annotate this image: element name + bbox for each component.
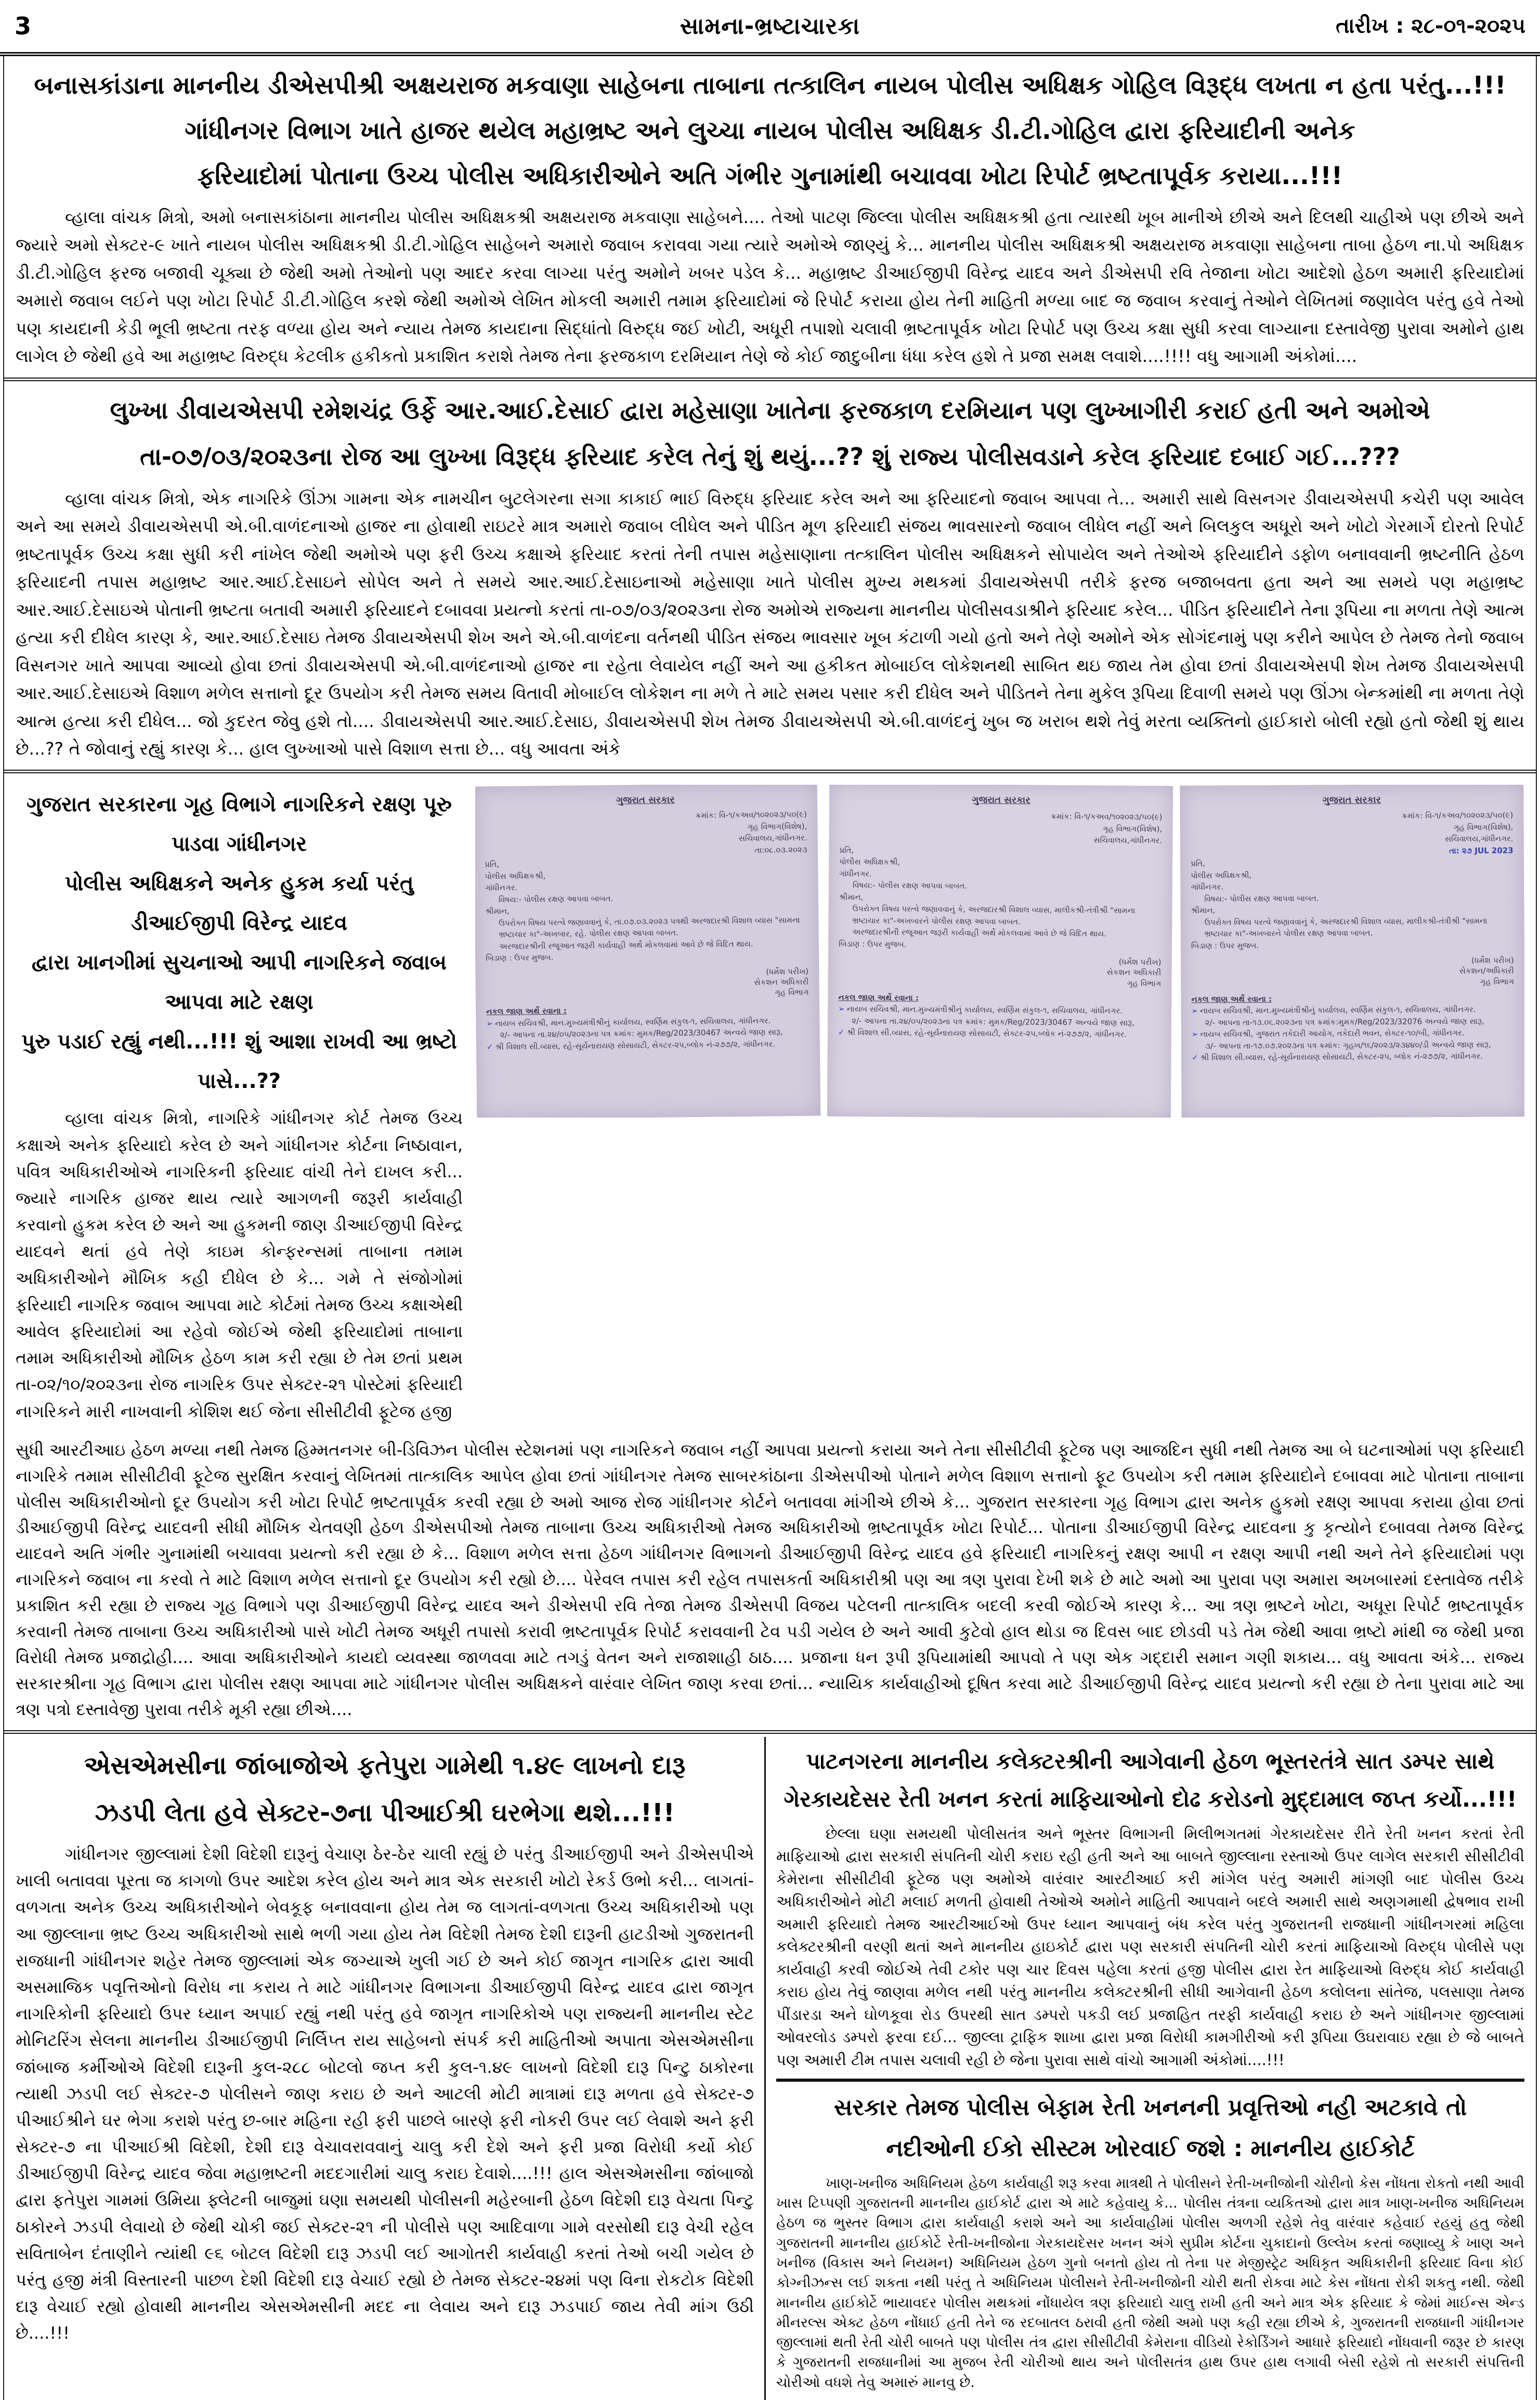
blue-check-icon: ➢ [1192, 1030, 1198, 1040]
letter-dept: ગૃહ વિભાગ(વિશેષ), [747, 821, 807, 832]
cc-item: ૩/- આપના તા-૧૭.૦૭.૨૦૨૩ના પત્ર ક્રમાંક: ગૃહખ/૧૬/૨૦૨૩/૨૩૪૪૦/ડી અન્વયે જાણ સારૂ, [1205, 1040, 1492, 1051]
signer-name: (ધર્મેશ પરીખ) [1118, 957, 1161, 967]
masthead-divider [0, 52, 1540, 56]
cc-item: ✓ શ્રી વિશાલ સી.વ્યાસ, રહે-સૂર્યનારાયણ સોસાયટી, સેક્ટર-૨૫,બ્લોક નં-૨૭૭/૨, ગાંધીનગર. [486, 1039, 776, 1052]
signer-role: સેકશન અધિકારી [1106, 968, 1161, 978]
letter-to: પોલીસ અધિક્ષકશ્રી, [1191, 870, 1252, 880]
headline-line: નદીઓની ઈકો સીસ્ટમ ખોરવાઈ જશે : માનનીય હાઈકોર્ટ [886, 2135, 1415, 2162]
article-dsp-gohil [16, 56, 1524, 370]
blue-check-icon: ✓ [838, 1028, 845, 1037]
letter-to: ગાંધીનગર. [485, 883, 518, 893]
cc-item: ➢ નાયબ સચિવશ્રી, માન.મુખ્યમંત્રીશ્રીનું કાર્યાલય, સ્વર્ણિમ સંકુલ-૧, સચિવાલય, ગાંધીનગર. [838, 1004, 1123, 1016]
headline-line: ફરિયાદોમાં પોતાના ઉચ્ચ પોલીસ અધિકારીઓને અતિ ગંભીર ગુનામાંથી બચાવવા ખોટા રિપોર્ટ ભ્રષ્ટતાપૂર્વક કરાયા...!!! [197, 161, 1343, 190]
letter-address: સચિવાલય,ગાંધીનગર. [1093, 835, 1162, 846]
letter-signature [1191, 955, 1514, 989]
left-column [16, 785, 463, 1432]
headline-line: ઝડપી લેતા હવે સેક્ટર-૭ના પીઆઈશ્રી ઘરભેગા થશે...!!! [95, 1798, 675, 1827]
letter-salutation: શ્રીમાન, [1191, 905, 1216, 916]
headline-line: બનાસકાંડાના માનનીય ડીએસપીશ્રી અક્ષયરાજ મકવાણા સાહેબના તાબાના તત્કાલિન નાયબ પોલીસ અધિક્ષક ગોહિલ વિરૂદ્ધ લખતા ન હતા પરંતુ...!!! [34, 71, 1506, 100]
right-bottom-column [766, 1737, 1524, 2400]
letter-number: ક્રમાંક: વિ-૧/કઅવ/૧૦૨૦૨૩/૫૦(૯) [695, 810, 807, 821]
article-collector-sand [776, 1742, 1524, 2072]
section-divider [4, 378, 1536, 381]
headline-line: ગેરકાયદેસર રેતી ખનન કરતાં માફિયાઓનો દોઢ કરોડનો મુદ્દામાલ જપ્ત કર્યો...!!! [784, 1786, 1517, 1812]
blue-check-icon: ➢ [838, 1004, 845, 1014]
article-body-full: સુધી આરટીઆઇ હેઠળ મળ્યા નથી તેમજ હિમ્મતનગર બી-ડિવિઝન પોલીસ સ્ટેશનમાં પણ નાગરિકને જવાબ નહીં આપવા પ્રયત્નો કરાયા અને તેના સીસીટીવી ફૂટેજ પણ આજદિન સુધી નથી તેમજ આ બે ઘટનાઓમાં પણ ફરિયાદી નાગરિકે તમામ સીસીટીવી ફૂટેજ સુરક્ષિત કરવાનું લેખિતમાં તાત્કાલિક આપેલ હોવા છતાં ગાંધીનગર તેમજ સાબરકાંઠાના ડીએસપીઓ પોતાને મળેલ વિશાળ સત્તાનો ફૂટ ઉપયોગ કરી તમામ ફરિયાદોને દબાવવા માટે પોતાના તાબાના પોલીસ અધિકારીઓનો દૂર ઉપયોગ કરી ખોટા રિપોર્ટ ભ્રષ્ટતાપૂર્વક કરવી રહ્યા છે અમો આજ રોજ ગાંધીનગર કોર્ટને બતાવવા માંગીએ છીએ કે... ગુજરાત સરકારના ગૃહ વિભાગ દ્વારા અનેક હુકમો રક્ષણ આપવા કરાયા હોવા છતાં ડીઆઈજીપી વિરેન્દ્ર યાદવની સીધી મૌખિક ચેતવણી હેઠળ ડીએસપીઓ તેમજ તાબાના ઉચ્ચ અધિકારીઓ તેમજ અધિકારીઓ ભ્રષ્ટતાપૂર્વક ખોટા રિપોર્ટ... પોતાના ડીઆઈજીપી વિરેન્દ્ર યાદવના કુ કૃત્યોને દબાવવા તેમજ વિરેન્દ્ર યાદવને અતિ ગંભીર ગુનામાંથી બચાવવા પ્રયત્નો કરી રહ્યા છે કે... વિશાળ મળેલ સત્તા હેઠળ ગાંધીનગર વિભાગનો ડીઆઈજીપી વિરેન્દ્ર યાદવ હવે ફરિયાદી નાગરિકનું રક્ષણ આપી ન રક્ષણ આપી નથી અને તેને ફરિયાદોમાં પણ નાગરિકને જવાબ ના કરવો તે માટે વિશાળ મળેલ સત્તાનો દૂર ઉપયોગ કરી રહ્યો છે.... પેરેવલ તપાસ કરી રહેલ તપાસકર્તા અધિકારીશ્રી પણ આ ત્રણ પુરાવા દેખી શકે છે માટે અમો આ પુરાવા પણ અમારા અખબારમાં દસ્તાવેજ તરીકે પ્રકાશિત કરી રહ્યા છે રાજ્ય ગૃહ વિભાગે પણ ડીઆઈજીપી વિરેન્દ્ર યાદવ અને ડીએસપી રવિ તેજા તેમજ ડીએસપી વિજય પટેલની તાત્કાલિક બદલી કરવી જોઈએ કારણ કે... આ ત્રણ ભ્રષ્ટને ખોટા, અધૂરા રિપોર્ટ ભ્રષ્ટતાપૂર્વક કરવાની તેમજ તાબાના ઉચ્ચ અધિકારીઓ પાસે ખોટી તેમજ અધૂરી તપાસો કરાવી ભ્રષ્ટતાપૂર્વક રિપોર્ટ કરાવવાની ટેવ પડી ગયેલ છે અને આવી કુટેવો હાલ થોડા જ દિવસ બાદ છોડવી પડે તેમ જેથી આવા ભ્રષ્ટો માંથી જ જેથી પ્રજા વિરોધી તેમજ પ્રજાદ્રોહી.... આવા અધિકારીઓને કાયદો વ્યવસ્થા જાળવવા માટે તગડું વેતન અને રાજાશાહી ઠાઠ.... પ્રજાના ધન રૂપી રૂપિયામાંથી આપવો તે પણ એક ગદ્દારી સમાન ગણી શકાય... વધુ આવતા અંકે... રાજ્ય સરકારશ્રીના ગૃહ વિભાગ દ્વારા પોલીસ રક્ષણ આપવા માટે ગાંધીનગર પોલીસ અધિક્ષકને વારંવાર લેખિત જાણ કરવા છતાં... ન્યાયિક કાર્યવાહીઓ દૂષિત કરવા માટે ડીઆઈજીપી વિરેન્દ્ર યાદવ પ્રયત્નો કરી રહ્યા છે તેના પુરાવા માટે આ ત્રણ પત્રો દસ્તાવેજી પુરાવા તરીકે મૂકી રહ્યા છીએ.... [16, 1439, 1524, 1719]
article-body-left: વ્હાલા વાંચક મિત્રો, નાગરિકે ગાંધીનગર કોર્ટ તેમજ ઉચ્ચ કક્ષાએ અનેક ફરિયાદો કરેલ છે અને ગાંધીનગર કોર્ટના નિષ્ઠાવાન, પવિત્ર અધિકારીઓએ નાગરિકની ફરિયાદ વાંચી તેને દાખલ કરી... જ્યારે નાગરિક હાજર થાય ત્યારે આગળની જરૂરી કાર્યવાહી કરવાનો હુકમ કરેલ છે અને આ હુકમની જાણ ડીઆઈજીપી વિરેન્દ્ર યાદવને થતાં હવે તેણે કાઇમ કોન્ફરન્સમાં તાબાના તમામ અધિકારીઓને મૌખિક કહી દીધેલ છે કે... ગમે તે સંજોગોમાં ફરિયાદી નાગરિક જવાબ આપવા માટે કોર્ટમાં તેમજ ઉચ્ચ કક્ષાએથી આવેલ ફરિયાદોમાં આ રહેવો જોઈએ જેથી ફરિયાદોમાં તાબાના તમામ અધિકારીઓ મૌખિક હેઠળ કામ કરી રહ્યા છે તેમ છતાં પ્રથમ તા-૦૨/૧૦/૨૦૨૩ના રોજ નાગરિક ઉપર સેક્ટર-૨૧ પોસ્ટેમાં ફરિયાદી નાગરિકને મારી નાખવાની કોશિશ થઈ જેના સીસીટીવી ફૂટેજ હજી [16, 1108, 463, 1421]
letter-date-stamp: તા: ૨૭ JUL 2023 [1449, 846, 1514, 855]
signer-dept: ગૃહ વિભાગ [1127, 978, 1161, 989]
article-headline [16, 387, 1524, 481]
govt-letter-scan-3 [1180, 785, 1524, 1118]
letter-address: સચિવાલય,ગાંધીનગર. [1445, 834, 1513, 844]
article-divider [776, 2079, 1524, 2082]
letter-para: ઉપરોક્ત વિષય પરત્વે જણાવવાનું કે, તા.૦૭.૦૩.૨૦૨૩ પત્રથી અરજદારશ્રી વિશાલ વ્યાસ "સામના ભ્રષ્ટાચાર કા"-અખબાર, રહે. પોલીસ રક્ષણ આપવા બાબત. [499, 915, 800, 940]
blue-check-icon: ➢ [486, 1019, 493, 1029]
blue-check-icon: ➢ [1191, 1006, 1198, 1016]
cc-title: નકલ જાણ અર્થે રવાના : [1191, 994, 1272, 1004]
letter-salutation: શ્રીમાન, [485, 906, 510, 916]
cc-item: ૨/- આપના તા.૨૪/૦૫/૨૦૨૩ના પત્ર ક્રમાંક: મુમક/Reg/2023/30467 અન્વયે જાણ સારૂ, [500, 1027, 783, 1040]
letter-subject: વિષય:- પોલીસ રક્ષણ આપવા બાબત. [852, 880, 967, 891]
headline-line: દ્વારા ખાનગીમાં સુચનાઓ આપી નાગરિકને જવાબ આપવા માટે રક્ષણ [32, 951, 447, 1015]
letter-to: પોલીસ અધિક્ષકશ્રી, [839, 857, 900, 867]
cc-item: ➢ નાયબ સચિવશ્રી, માન.મુખ્યમંત્રીશ્રીનું કાર્યાલય, સ્વર્ણિમ સંકુલ-૧, સચિવાલય, ગાંધીનગર. [1191, 1005, 1476, 1016]
letter-enclosure: બિડાણ : ઉપર મુજબ. [838, 939, 907, 949]
article-home-dept-protection [16, 773, 1524, 1722]
letter-number: ક્રમાંક: વિ-૧/કઅવ/૧૦૨૦૨૩/૫૦(૯) [1402, 810, 1513, 821]
letter-address: સચિવાલય,ગાંધીનગર. [738, 833, 807, 844]
letter-number: ક્રમાંક: વિ-૧/કઅવ/૧૦૨૦૨૩/૫૦(૯) [1050, 812, 1163, 822]
article-highcourt-sand-mining [776, 2087, 1524, 2393]
letter-signature [838, 955, 1161, 989]
letter-enclosure: બિડાણ : ઉપર મુજબ. [486, 953, 554, 963]
govt-letter-scan-1 [475, 785, 820, 1118]
letter-to: ગાંધીનગર. [1191, 882, 1224, 892]
letter-dept: ગૃહ વિભાગ(વિશેષ), [1102, 824, 1163, 834]
article-body: ખાણ-ખનીજ અધિનિયમ હેઠળ કાર્યવાહી શરૂ કરવા માત્રથી તે પોલીસને રેતી-ખનીજોની ચોરીનો કેસ નોંધતા રોકતો નથી આવી ખાસ ટિપ્પણી ગુજરાતની માનનીય હાઈકોર્ટ દ્વારા એ માટે કહેવાયુ કે... પોલીસ તંત્રના વ્યકિતઓ દ્વારા માત્ર ખાણ-ખનીજ અધિનિયમ હેઠળ જ ભુસ્તર વિભાગ દ્વારા કાર્યવાહી કરાશે અને આ કાર્યવાહીમાં પોલીસ અળગી રહેશે તેવુ વારંવાર કહેવાઈ રહયું હતુ જેથી ગુજરાતની માનનીય હાઈકોર્ટે રેતી-ખનીજોના ગેરકાયદેસર ખનન અંગે સુપ્રીમ કોર્ટના ચુકાદાનો ઉલ્લેખ કરતાં જણાવ્યુ કે ખાણ અને ખનીજ (વિકાસ અને નિયમન) અધિનિયમ હેઠળ ગુનો બનતો હોય તો તેના પર મેજીસ્ટ્રેટ અધિકૃત અધિકારીની ફરિયાદ વિના કોઈ કોગ્નીઝન્સ લઈ શકતા નથી પરંતુ તે અધિનિયમ પોલીસને રેતી-ખનીજોની ચોરી થતી રોકવા માટે કેસ નોંધતા રોકી શકતુ નથી. જેથી માનનીય હાઈકોર્ટે ભાયાવદર પોલીસ મથકમાં નોંધાયેલ ત્રણ ફરિયાદો ચાલુ રાખી હતી અને માત્ર એક ફરિયાદ કે જેમાં માઈન્સ એન્ડ મીનરલ્સ એક્ટ હેઠળ નોંધાઈ હતી તેને જ રદબાતલ ઠરાવી હતી જેથી અમો પણ કહી રહ્યા છીએ કે, ગુજરાતની રાજધાની ગાંધીનગર જીલ્લામાં થતી રેતી ચોરી બાબતે પણ પોલીસ તંત્ર દ્વારા સીસીટીવી કેમેરાના વીડિયો રેકોર્ડિંગને આધારે ફરિયાદો નોંધવાની જરૂર છે કારણ કે ગુજરાતની રાજધાનીમાં આ મુજબ રેતી ચોરીઓ થાય અને પોલીસતંત્ર હાથ ઉપર હાથ લગાવી બેસી રહેશે તો સરકારી સંપત્તિની ચોરીઓ વધશે તેવુ અમારું માનવુ છે. [776, 2175, 1524, 2391]
letter-enclosure: બિડાણ : ઉપર મુજબ. [1191, 940, 1259, 951]
article-body: વ્હાલા વાંચક મિત્રો, અમો બનાસકાંઠાના માનનીય પોલીસ અધિક્ષકશ્રી અક્ષયરાજ મકવાણા સાહેબને.... તેઓ પાટણ જિલ્લા પોલીસ અધિક્ષકશ્રી હતા ત્યારથી ખૂબ માનીએ છીએ અને દિલથી ચાહીએ પણ છીએ અને જ્યારે અમો સેક્ટર-૯ ખાતે નાયબ પોલીસ અધિક્ષકશ્રી ડી.ટી.ગોહિલ સાહેબને અમારો જવાબ કરાવવા ગયા ત્યારે અમોએ જાણ્યું કે... માનનીય પોલીસ અધિક્ષકશ્રી અક્ષયરાજ મકવાણા સાહેબના તાબા હેઠળ ના.પો અધિક્ષક ડી.ટી.ગોહિલ ફરજ બજાવી ચૂક્યા છે જેથી અમો તેઓનો પણ આદર કરવા લાગ્યા પરંતુ અમોને ખબર પડેલ કે... મહાભ્રષ્ટ ડીઆઈજીપી વિરેન્દ્ર યાદવ અને ડીએસપી રવિ તેજાના ખોટા આદેશો હેઠળ અમારી ફરિયાદોમાં અમારો જવાબ લઈને પણ ખોટા રિપોર્ટ ડી.ટી.ગોહિલ કરશે જેથી અમોએ લેખિત મોકલી અમારી તમામ ફરિયાદોમાં જે રિપોર્ટ કરાયા હોય તેની માહિતી મળ્યા બાદ જ જવાબ કરવાનું તેઓને લેખિતમાં જણાવેલ પરંતુ હવે તેઓ પણ કાયદાની કેડી ભૂલી ભ્રષ્ટતા તરફ વળ્યા હોય અને ન્યાય તેમજ કાયદાના સિદ્ધાંતો વિરુદ્ધ જઈ ખોટી, અધૂરી તપાશો ચલાવી ભ્રષ્ટતાપૂર્વક ખોટા રિપોર્ટ પણ ઉચ્ચ કક્ષા સુધી કરવા લાગ્યાના દસ્તાવેજી પુરાવા અમોને હાથ લાગેલ છે જેથી હવે આ મહાભ્રષ્ટ વિરુદ્ધ કેટલીક હકીકતો પ્રકાશિત કરાશે તેમજ તેના ફરજકાળ દરમિયાન તેણે જે કોઈ જાદુબીના ધંધા કરેલ હશે તે પ્રજા સમક્ષ લવાશે....!!!! વધુ આગામી અંકોમાં.... [16, 206, 1524, 367]
letter-para: ઉપરોક્ત વિષય પરત્વે જણાવવાનું કે, અરજદારશ્રી વિશાલ વ્યાસ, માલીકશ્રી-તંત્રીશ્રી "સામના ભ્રષ્ટાચાર કા"-અખબારને પોલીસ રક્ષણ આપવા બાબત. [852, 904, 1136, 927]
issue-date: તારીખ : ૨૮-૦૧-૨૦૨૫ [1336, 14, 1525, 38]
article-smc-liquor [16, 1737, 766, 2400]
letter-dept: ગૃહ વિભાગ(વિશેષ), [1453, 822, 1513, 832]
article-headline [16, 63, 1524, 199]
letter-para: અરજદારશ્રીની રજૂઆત જરૂરી કાર્યવાહી અર્થે મોકલવામાં આવે છે જે વિદિત થાય. [852, 927, 1106, 939]
letter-salutation: શ્રીમાન, [839, 892, 864, 902]
section-divider [4, 770, 1536, 773]
article-body: ગાંધીનગર જીલ્લામાં દેશી વિદેશી દારૂનું વેચાણ ઠેર-ઠેર ચાલી રહ્યું છે પરંતુ ડીઆઈજીપી અને ડીએસપીએ ખાલી બતાવવા પૂરતા જ કાગળો ઉપર આદેશ કરેલ હોય અને માત્ર એક સરકારી ખોટો રેકર્ડ ઉભો કરી... લાગતાં-વળગતા અનેક ઉચ્ચ અધિકારીઓને બેવકૂફ બનાવવાના હોય તેમ જ લાગતાં-વળગતા ઉચ્ચ અધિકારીઓ પણ આ જીલ્લાના ભ્રષ્ટ ઉચ્ચ અધિકારીઓ સાથે ભળી ગયા હોય તેમ વિદેશી તેમજ દેશી દારૂની હાટડીઓ ગુજરાતની રાજધાની ગાંધીનગર શહેર તેમજ જીલ્લામાં એક જગ્યાએ ખુલી ગઈ છે અને કોઈ જાગૃત નાગરિક દ્વારા આવી અસમાજિક પવૃત્તિઓનો વિરોધ ના કરાય તે માટે ગાંધીનગર વિભાગના ડીઆઈજીપી વિરેન્દ્ર યાદવ દ્વારા જાગૃત નાગરિકોની ફરિયાદો ઉપર ધ્યાન અપાઈ રહ્યું નથી પરંતુ હવે જાગૃત નાગરિકોએ પણ રાજ્યની માનનીય સ્ટેટ મોનિટરિંગ સેલના માનનીય ડીઆઈજીપી નિર્લિપ્ત રાય સાહેબનો સંપર્ક કરી માહિતીઓ અપાતા એસએમસીના જાંબાજ કર્મીઓએ વિદેશી દારૂની કુલ-૨૮૮ બોટલો જપ્ત કરી કુલ-૧.૪૯ લાખનો વિદેશી દારૂ પિન્ટુ ઠાકોરના ત્યાથી ઝડપી લઈ સેક્ટર-૭ પોલીસને જાણ કરાઇ છે અને આટલી મોટી માત્રામાં દારૂ મળતા હવે સેક્ટર-૭ પીઆઈશ્રીને ઘર ભેગા કરાશે પરંતુ છ-બાર મહિના રહી ફરી પાછલે બારણે ફરી નોકરી ઉપર લઈ લેવાશે અને ફરી સેક્ટર-૭ ના પીઆઈશ્રી વિદેશી, દેશી દારૂ વેચાવરાવવાનું ચાલુ કરી દેશે અને ફરી પ્રજા વિરોધી કર્યો કોઈ ડીઆઈજીપી વિરેન્દ્ર યાદવ જેવા મહાભ્રષ્ટની મદદગારીમાં ચાલુ કરાઇ દેવાશે....!!! હાલ એસએમસીના જાંબાજો દ્વારા ફતેપુરા ગામમાં ઉમિયા ફ્લેટની બાજુમાં ઘણા સમયથી પોલીસની મહેરબાની હેઠળ વિદેશી દારૂ વેચતા પિન્ટુ ઠાકોરને ઝડપી લેવાયો છે જેથી ચોકી જઈ સેક્ટર-૨૧ ની પોલીસે પણ આદિવાળા ગામે વરસોથી દારૂ વેચી રહેલ સવિતાબેન દંતાણીને ત્યાંથી ૯૬ બોટલ વિદેશી દારૂ ઝડપી લઈ આગોતરી કાર્યવાહી કરતાં તેઓ બચી ગયેલ છે પરંતુ હજી મંત્રી વિસ્તારની પાછળ દેશી વિદેશી દારૂ વેચાઈ રહ્યો છે તેમજ સેક્ટર-૨૪માં પણ વિના રોકટોક વિદેશી દારૂ વેચાઈ રહ્યો હોવાથી માનનીય એસએમસીની મદદ ના લેવાય અને દારૂ ઝડપાઈ જાય તેવી માંગ ઉઠી છે....!!! [16, 1844, 754, 2343]
letter-para: ઉપરોક્ત વિષય પરત્વે જણાવવાનું કે, અરજદારશ્રી વિશાલ વ્યાસ, માલીકશ્રી-તંત્રીશ્રી "સામના ભ્રષ્ટાચાર કા"-અખબારને પોલીસ રક્ષણ આપવા બાબત. [1204, 916, 1487, 939]
masthead [0, 0, 1540, 52]
article-body: વ્હાલા વાંચક મિત્રો, એક નાગરિકે ઊંઝા ગામના એક નામચીન બુટલેગરના સગા કાકાઈ ભાઈ વિરુદ્ધ ફરિયાદ કરેલ અને આ ફરિયાદનો જવાબ આપવા તે... અમારી સાથે વિસનગર ડીવાયએસપી કચેરી પણ આવેલ અને આ સમયે ડીવાયએસપી એ.બી.વાળંદનાઓ હાજર ના હોવાથી રાઇટરે માત્ર અમારો જવાબ લીધેલ અને પીડિત મૂળ ફરિયાદી સંજય ભાવસારનો જવાબ લીધેલ નહીં અને બિલકુલ અધૂરો અને ખોટો ગેરમાર્ગે દોરતો રિપોર્ટ ભ્રષ્ટતાપૂર્વક ઉચ્ચ કક્ષા સુધી કરી નાંખેલ જેથી અમોએ પણ ફરી ઉચ્ચ કક્ષાએ ફરિયાદ કરતાં તેની તપાસ મહેસાણાના તત્કાલિન પોલીસ અધિક્ષકને સોપાયેલ અને તેઓએ ફરિયાદીને ડફોળ બનાવવાની ભ્રષ્ટનીતિ હેઠળ ફરિયાદની તપાસ મહાભ્રષ્ટ આર.આઈ.દેસાઇને સોપેલ અને તે સમયે આર.આઈ.દેસાઇનાઓ મહેસાણા ખાતે પોલીસ મુખ્ય મથકમાં ડીવાયએસપી તરીકે ફરજ બજાબવતા હતા અને આ સમયે પણ મહાભ્રષ્ટ આર.આઈ.દેસાઇએ પોતાની ભ્રષ્ટતા બતાવી અમારી ફરિયાદને દબાવવા પ્રયત્નો કરતાં તા-૦૭/૦૩/૨૦૨૩ના રોજ અમોએ રાજ્યના માનનીય પોલીસવડાશ્રીને ફરિયાદ કરેલ... પીડિત ફરિયાદીને તેના રૂપિયા ના મળતા તેણે આત્મ હત્યા કરી દીધેલ કારણ કે, આર.આઈ.દેસાઇ તેમજ ડીવાયએસપી શેખ અને એ.બી.વાળંદના વર્તનથી પીડિત સંજય ભાવસાર ખૂબ કંટાળી ગયો હતો અને તેણે અમોને એક સોગંદનામું પણ કરીને આપેલ છે તેમજ તેનો જવાબ વિસનગર ખાતે આપવા આવ્યો હોવા છતાં ડીવાયએસપી એ.બી.વાળંદનાઓ હાજર ના રહેતા લેવાયેલ નહીં અને આ હકીકત મોબાઈલ લોકેશનથી સાબિત થઇ જાય તેમ હોવા છતાં ડીવાયએસપી શેખ તેમજ ડીવાયએસપી આર.આઈ.દેસાઇએ વિશાળ મળેલ સત્તાનો દૂર ઉપયોગ કરી તેમજ સમય વિતાવી મોબાઈલ લોકેશન ના મળે તે માટે સમય પસાર કરી દીધેલ અને પીડિતને તેના મુકેલ રૂપિયા દિવાળી સમયે પણ ઊંઝા બેન્કમાંથી ના મળતા તેણે આત્મ હત્યા કરી દીધેલ... જો કુદરત જેવુ હશે તો.... ડીવાયએસપી આર.આઈ.દેસાઇ, ડીવાયએસપી શેખ તેમજ ડીવાયએસપી એ.બી.વાળંદનું ખુબ જ ખરાબ થશે તેવું મરતા વ્યક્તિનો હાઈકારો બોલી રહ્યો હતો જેથી શું થાય છે...?? તે જોવાનું રહ્યું કારણ કે... હાલ લુખ્ખાઓ પાસે વિશાળ સત્તા છે... વધુ આવતા અંકે [16, 488, 1524, 759]
page-number: 3 [15, 12, 32, 40]
headline-line: તા-૦૭/૦૩/૨૦૨૩ના રોજ આ લુખ્ખા વિરૂદ્ધ ફરિયાદ કરેલ તેનું શું થયું...?? શું રાજ્ય પોલીસવડાને કરેલ ફરિયાદ દબાઈ ગઈ...??? [140, 443, 1400, 471]
letter-subject: વિષય:- પોલીસ રક્ષણ આપવા બાબત. [1204, 893, 1320, 904]
headline-line: પુરુ પડાઈ રહ્યું નથી...!!! શું આશા રાખવી આ ભ્રષ્ટો પાસે...?? [21, 1030, 457, 1094]
signer-role: સેકશન/અધિકારી [1459, 966, 1515, 976]
article-headline [776, 1742, 1524, 1819]
letter-to: પોલીસ અધિક્ષકશ્રી, [485, 871, 546, 881]
letter-signature [486, 966, 808, 1001]
headline-line: ગાંધીનગર વિભાગ ખાતે હાજર થયેલ મહાભ્રષ્ટ અને લુચ્ચા નાયબ પોલીસ અધિક્ષક ડી.ટી.ગોહિલ દ્વારા ફરિયાદીની અનેક [185, 116, 1355, 145]
cc-title: નકલ જાણ અર્થે રવાના : [486, 1006, 567, 1017]
signer-name: (ધર્મેશ પરીખ) [1471, 955, 1515, 966]
cc-item: ➢ નાયબ સચિવશ્રી, ગુજરાત તકેદારી આયોગ, તકેદારી ભવન, સેક્ટર-૧૦/બી, ગાંધીનગર. [1192, 1028, 1465, 1040]
headline-line: પોલીસ અધિક્ષકને અનેક હુકમ કર્યા પરંતુ ડીઆઈજીપી વિરેન્દ્ર યાદવ [64, 872, 414, 936]
letter-header: ગુજરાત સરકાર [971, 795, 1030, 806]
blue-check-icon: ✓ [1192, 1053, 1199, 1063]
cc-title: નકલ જાણ અર્થે રવાના : [838, 993, 919, 1003]
letter-subject: વિષય:- પોલીસ રક્ષણ આપવા બાબત. [498, 893, 614, 904]
signer-name: (ધર્મેશ પરીખ) [766, 966, 809, 977]
section-divider [4, 1730, 1536, 1734]
letter-scans [475, 785, 1524, 1118]
letter-to: પ્રતિ, [1191, 859, 1206, 869]
signer-dept: ગૃહ વિભાગ [1480, 977, 1515, 987]
letter-to: પ્રતિ, [485, 860, 500, 870]
blue-check-icon: ✓ [486, 1042, 493, 1052]
letter-date: તા:૦૮.૦૩.૨૦૨૩ [754, 845, 807, 855]
article-headline [16, 785, 463, 1101]
letter-header: ગુજરાત સરકાર [1322, 795, 1381, 806]
headline-line: લુખ્ખા ડીવાયએસપી રમેશચંદ્ર ઉર્ફે આર.આઈ.દેસાઈ દ્વારા મહેસાણા ખાતેના ફરજકાળ દરમિયાન પણ લુખ્ખાગીરી કરાઈ હતી અને અમોએ [110, 396, 1430, 424]
article-headline [16, 1742, 754, 1837]
govt-letter-scan-2 [827, 785, 1172, 1118]
newspaper-title: સામના-ભ્રષ્ટાચારકા [680, 12, 860, 40]
letter-para: અરજદારશ્રીની રજૂઆત જરૂરી કાર્યવાહી અર્થે મોકલવામાં આવે છે જે વિદિત થાય. [499, 939, 753, 951]
letter-to: ગાંધીનગર. [839, 868, 872, 879]
headline-line: ગુજરાત સરકારના ગૃહ વિભાગે નાગરિકને રક્ષણ પૂરુ પાડવા ગાંધીનગર [26, 793, 452, 857]
page-frame [3, 56, 1537, 2400]
article-headline [776, 2087, 1524, 2169]
signer-role: સેકશન અધિકારી [754, 977, 809, 988]
letter-header: ગુજરાત સરકાર [616, 794, 675, 807]
headline-line: સરકાર તેમજ પોલીસ બેફામ રેતી ખનનની પ્રવૃત્તિઓ નહી અટકાવે તો [833, 2094, 1467, 2121]
cc-item: ✓ શ્રી વિશાલ સી.વ્યાસ, રહે-સૂર્યનારાયણ સોસાયટી, સેક્ટર-૨૫,બ્લોક નં-૨૭૭/૨, ગાંધીનગર. [838, 1028, 1127, 1040]
headline-line: પાટનગરના માનનીય કલેક્ટરશ્રીની આગેવાની હેઠળ ભૂસ્તરતંત્રે સાત ડમ્પર સાથે [806, 1748, 1495, 1774]
article-body: છેલ્લા ઘણા સમયથી પોલીસતંત્ર અને ભૂસ્તર વિભાગની મિલીભગતમાં ગેરકાયદેસર રીતે રેતી ખનન કરતાં રેતી માફિયાઓ દ્વારા સરકારી સંપતિની ચોરી કરાઇ રહી હતી અને આ બાબતે જીલ્લાના રસ્તાઓ ઉપર લાગેલ સરકારી સીસીટીવી કેમેરાના સીસીટીવી ફૂટેજ પણ અમોએ વારંવાર આરટીઆઈ કરી માંગેલ પરંતુ અમારી માંગણી બાદ પોલીસ ઉચ્ચ અધિકારીઓને મોટી મલાઈ મળતી હોવાથી તેઓએ અમોને માહિતી આપવાને બદલે અમારી સાથે અણગમાથી દ્વેષભાવ રાખી અમારી ફરિયાદો તેમજ આરટીઆઈઓ ઉપર ધ્યાન આપવાનું બંધ કરેલ પરંતુ ગુજરાતની રાજધાની ગાંધીનગરમાં મહિલા કલેક્ટરશ્રીની વરણી થતાં અને માનનીય હાઇકોર્ટ દ્વારા પણ સરકારી સંપતિની ચોરી કરતાં માફિયાઓ વિરુદ્ધ પોલીસે પણ કાર્યવાહી કરવી જોઈએ તેવી ટકોર પણ ચાર દિવસ પહેલા કરતાં હજી પોલીસ દ્વારા રેત માફિયાઓ વિરુદ્ધ કોઈ કાર્યવાહી કરાઇ હોય તેવું જાણવા મળેલ નથી પરંતુ માનનીય કલેક્ટરશ્રીની સીધી આગેવાની હેઠળ કલોલના સાંતેજ, પલસાણા તેમજ પીંડારડા અને ઘોળકૂવા રોડ ઉપરથી સાત ડમ્પરો પકડી લઈ પ્રજાહિત તરફી કાર્યવાહી કરાઇ છે અને ગાંધીનગર જીલ્લામાં ઓવરલોડ ડમ્પરો ફરવા દઈ... જીલ્લા ટ્રાફિક શાખા દ્વારા પ્રજા વિરોધી કામગીરીઓ કરી રૂપિયા ઉઘરાવાઇ રહ્યા છે જે બાબતે પણ અમારી ટીમ તપાસ ચલાવી રહી છે જેના પુરાવા સાથે વાંચો આગામી અંકોમાં....!!! [776, 1824, 1524, 2069]
letter-to: પ્રતિ, [839, 845, 854, 855]
cc-item: ૨/- આપના તા-૧૩.૦૬.૨૦૨૩ના પત્ર ક્રમાંક:મુમક/Reg/2023/32076 અન્વયે જાણ સારૂ, [1205, 1016, 1485, 1028]
cc-item: ૨/- આપના તા.૨૪/૦૫/૨૦૨૩ના પત્ર ક્રમાંક: મુમક/Reg/2023/30467 અન્વયે જાણ સારૂ, [851, 1016, 1134, 1028]
headline-line: એસએમસીના જાંબાજોએ ફતેપુરા ગામેથી ૧.૪૯ લાખનો દારૂ [84, 1750, 686, 1780]
cc-item: ✓ શ્રી વિશાલ સી.વ્યાસ, રહે-સૂર્યનારાયણ સોસાયટી, સેક્ટર-૨૫, બ્લોક નં-૨૭૭/૨, ગાંધીનગર. [1192, 1052, 1483, 1063]
signer-dept: ગૃહ વિભાગ [774, 988, 809, 997]
article-desai-mehsana [16, 381, 1524, 763]
cc-item: ➢ નાયબ સચિવશ્રી, માન.મુખ્યમંત્રીશ્રીનું કાર્યાલય, સ્વર્ણિમ સંકુલ-૧, સચિવાલય, ગાંધીનગર. [486, 1016, 771, 1029]
